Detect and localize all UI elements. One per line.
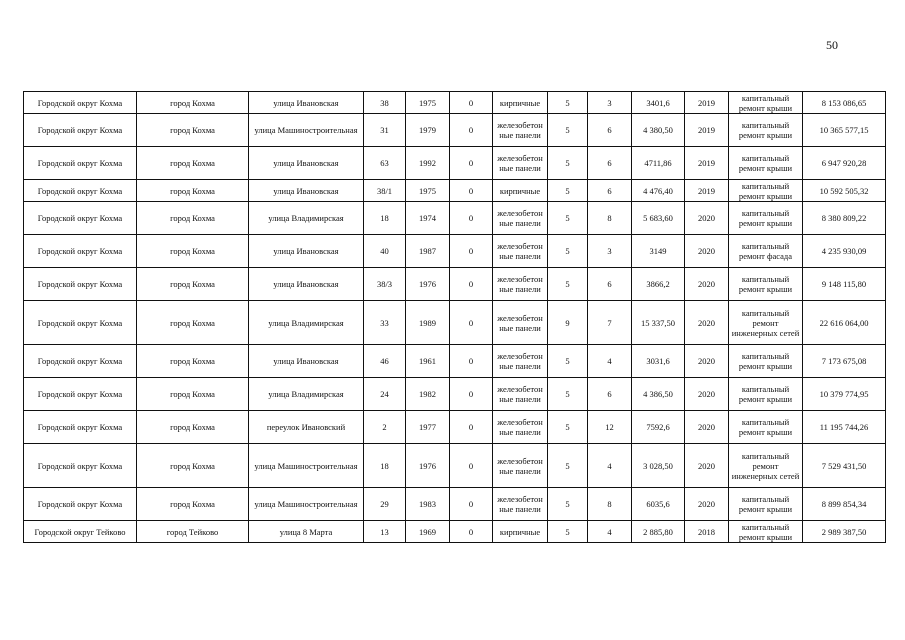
wall-material-cell: железобетонные панели bbox=[493, 345, 548, 378]
entrances-cell: 8 bbox=[588, 488, 632, 521]
floors-cell: 5 bbox=[548, 180, 588, 202]
cost-cell: 8 153 086,65 bbox=[803, 92, 886, 114]
house-number-cell: 46 bbox=[364, 345, 406, 378]
district-cell: Городской округ Кохма bbox=[24, 202, 137, 235]
floors-cell: 5 bbox=[548, 202, 588, 235]
district-cell: Городской округ Тейково bbox=[24, 521, 137, 543]
house-number-cell: 40 bbox=[364, 235, 406, 268]
city-cell: город Кохма bbox=[137, 411, 249, 444]
work-type-cell: капитальный ремонт крыши bbox=[729, 521, 803, 543]
build-year-cell: 1983 bbox=[406, 488, 450, 521]
street-cell: улица Владимирская bbox=[249, 378, 364, 411]
city-cell: город Кохма bbox=[137, 235, 249, 268]
zero-cell: 0 bbox=[450, 378, 493, 411]
plan-year-cell: 2020 bbox=[685, 345, 729, 378]
zero-cell: 0 bbox=[450, 202, 493, 235]
district-cell: Городской округ Кохма bbox=[24, 114, 137, 147]
wall-material-cell: железобетонные панели bbox=[493, 444, 548, 488]
cost-cell: 6 947 920,28 bbox=[803, 147, 886, 180]
city-cell: город Кохма bbox=[137, 268, 249, 301]
house-number-cell: 31 bbox=[364, 114, 406, 147]
plan-year-cell: 2020 bbox=[685, 268, 729, 301]
wall-material-cell: кирпичные bbox=[493, 92, 548, 114]
plan-year-cell: 2020 bbox=[685, 202, 729, 235]
build-year-cell: 1987 bbox=[406, 235, 450, 268]
cost-cell: 10 592 505,32 bbox=[803, 180, 886, 202]
city-cell: город Кохма bbox=[137, 345, 249, 378]
table-row bbox=[24, 521, 886, 543]
street-cell: улица Машиностроительная bbox=[249, 444, 364, 488]
house-number-cell: 29 bbox=[364, 488, 406, 521]
entrances-cell: 6 bbox=[588, 378, 632, 411]
build-year-cell: 1976 bbox=[406, 444, 450, 488]
city-cell: город Кохма bbox=[137, 378, 249, 411]
house-number-cell: 33 bbox=[364, 301, 406, 345]
zero-cell: 0 bbox=[450, 92, 493, 114]
district-cell: Городской округ Кохма bbox=[24, 235, 137, 268]
table-row bbox=[24, 345, 886, 378]
work-type-cell: капитальный ремонт крыши bbox=[729, 411, 803, 444]
district-cell: Городской округ Кохма bbox=[24, 301, 137, 345]
street-cell: улица Ивановская bbox=[249, 180, 364, 202]
housing-repair-table bbox=[23, 91, 886, 543]
build-year-cell: 1982 bbox=[406, 378, 450, 411]
work-type-cell: капитальный ремонт крыши bbox=[729, 180, 803, 202]
work-type-cell: капитальный ремонт крыши bbox=[729, 92, 803, 114]
plan-year-cell: 2019 bbox=[685, 92, 729, 114]
cost-cell: 8 380 809,22 bbox=[803, 202, 886, 235]
zero-cell: 0 bbox=[450, 301, 493, 345]
area-cell: 3149 bbox=[632, 235, 685, 268]
zero-cell: 0 bbox=[450, 488, 493, 521]
plan-year-cell: 2020 bbox=[685, 411, 729, 444]
district-cell: Городской округ Кохма bbox=[24, 180, 137, 202]
work-type-cell: капитальный ремонт фасада bbox=[729, 235, 803, 268]
floors-cell: 5 bbox=[548, 235, 588, 268]
district-cell: Городской округ Кохма bbox=[24, 268, 137, 301]
cost-cell: 22 616 064,00 bbox=[803, 301, 886, 345]
area-cell: 3866,2 bbox=[632, 268, 685, 301]
plan-year-cell: 2020 bbox=[685, 378, 729, 411]
house-number-cell: 38/3 bbox=[364, 268, 406, 301]
plan-year-cell: 2018 bbox=[685, 521, 729, 543]
street-cell: улица Ивановская bbox=[249, 345, 364, 378]
floors-cell: 5 bbox=[548, 444, 588, 488]
table-row bbox=[24, 114, 886, 147]
city-cell: город Кохма bbox=[137, 202, 249, 235]
build-year-cell: 1975 bbox=[406, 92, 450, 114]
floors-cell: 9 bbox=[548, 301, 588, 345]
build-year-cell: 1969 bbox=[406, 521, 450, 543]
build-year-cell: 1961 bbox=[406, 345, 450, 378]
table-row bbox=[24, 444, 886, 488]
floors-cell: 5 bbox=[548, 147, 588, 180]
plan-year-cell: 2019 bbox=[685, 114, 729, 147]
table-row bbox=[24, 235, 886, 268]
area-cell: 15 337,50 bbox=[632, 301, 685, 345]
street-cell: улица Владимирская bbox=[249, 301, 364, 345]
area-cell: 4 386,50 bbox=[632, 378, 685, 411]
city-cell: город Кохма bbox=[137, 114, 249, 147]
entrances-cell: 6 bbox=[588, 268, 632, 301]
page-number: 50 bbox=[826, 38, 838, 52]
build-year-cell: 1979 bbox=[406, 114, 450, 147]
zero-cell: 0 bbox=[450, 268, 493, 301]
entrances-cell: 6 bbox=[588, 147, 632, 180]
area-cell: 3 028,50 bbox=[632, 444, 685, 488]
street-cell: улица Ивановская bbox=[249, 268, 364, 301]
table-row bbox=[24, 180, 886, 202]
zero-cell: 0 bbox=[450, 147, 493, 180]
entrances-cell: 3 bbox=[588, 92, 632, 114]
street-cell: улица Ивановская bbox=[249, 235, 364, 268]
work-type-cell: капитальный ремонт инженерных сетей bbox=[729, 301, 803, 345]
city-cell: город Кохма bbox=[137, 92, 249, 114]
cost-cell: 10 365 577,15 bbox=[803, 114, 886, 147]
build-year-cell: 1989 bbox=[406, 301, 450, 345]
area-cell: 6035,6 bbox=[632, 488, 685, 521]
district-cell: Городской округ Кохма bbox=[24, 378, 137, 411]
city-cell: город Тейково bbox=[137, 521, 249, 543]
city-cell: город Кохма bbox=[137, 180, 249, 202]
cost-cell: 2 989 387,50 bbox=[803, 521, 886, 543]
wall-material-cell: железобетонные панели bbox=[493, 235, 548, 268]
entrances-cell: 3 bbox=[588, 235, 632, 268]
work-type-cell: капитальный ремонт крыши bbox=[729, 345, 803, 378]
work-type-cell: капитальный ремонт крыши bbox=[729, 378, 803, 411]
cost-cell: 7 173 675,08 bbox=[803, 345, 886, 378]
entrances-cell: 6 bbox=[588, 114, 632, 147]
build-year-cell: 1976 bbox=[406, 268, 450, 301]
wall-material-cell: железобетонные панели bbox=[493, 378, 548, 411]
house-number-cell: 13 bbox=[364, 521, 406, 543]
cost-cell: 9 148 115,80 bbox=[803, 268, 886, 301]
table-row bbox=[24, 411, 886, 444]
floors-cell: 5 bbox=[548, 268, 588, 301]
table-row bbox=[24, 378, 886, 411]
cost-cell: 10 379 774,95 bbox=[803, 378, 886, 411]
area-cell: 2 885,80 bbox=[632, 521, 685, 543]
zero-cell: 0 bbox=[450, 235, 493, 268]
wall-material-cell: железобетонные панели bbox=[493, 268, 548, 301]
work-type-cell: капитальный ремонт крыши bbox=[729, 147, 803, 180]
plan-year-cell: 2020 bbox=[685, 488, 729, 521]
plan-year-cell: 2020 bbox=[685, 444, 729, 488]
plan-year-cell: 2020 bbox=[685, 235, 729, 268]
city-cell: город Кохма bbox=[137, 301, 249, 345]
cost-cell: 7 529 431,50 bbox=[803, 444, 886, 488]
zero-cell: 0 bbox=[450, 180, 493, 202]
cost-cell: 4 235 930,09 bbox=[803, 235, 886, 268]
area-cell: 7592,6 bbox=[632, 411, 685, 444]
floors-cell: 5 bbox=[548, 521, 588, 543]
district-cell: Городской округ Кохма bbox=[24, 411, 137, 444]
build-year-cell: 1992 bbox=[406, 147, 450, 180]
house-number-cell: 24 bbox=[364, 378, 406, 411]
street-cell: улица Ивановская bbox=[249, 147, 364, 180]
house-number-cell: 18 bbox=[364, 202, 406, 235]
street-cell: улица Владимирская bbox=[249, 202, 364, 235]
house-number-cell: 2 bbox=[364, 411, 406, 444]
area-cell: 5 683,60 bbox=[632, 202, 685, 235]
area-cell: 3401,6 bbox=[632, 92, 685, 114]
area-cell: 4711,86 bbox=[632, 147, 685, 180]
table-row bbox=[24, 92, 886, 114]
floors-cell: 5 bbox=[548, 378, 588, 411]
wall-material-cell: кирпичные bbox=[493, 180, 548, 202]
work-type-cell: капитальный ремонт крыши bbox=[729, 202, 803, 235]
street-cell: улица Машиностроительная bbox=[249, 114, 364, 147]
entrances-cell: 4 bbox=[588, 444, 632, 488]
wall-material-cell: железобетонные панели bbox=[493, 114, 548, 147]
floors-cell: 5 bbox=[548, 114, 588, 147]
district-cell: Городской округ Кохма bbox=[24, 92, 137, 114]
zero-cell: 0 bbox=[450, 411, 493, 444]
floors-cell: 5 bbox=[548, 345, 588, 378]
district-cell: Городской округ Кохма bbox=[24, 147, 137, 180]
city-cell: город Кохма bbox=[137, 444, 249, 488]
floors-cell: 5 bbox=[548, 488, 588, 521]
table-row bbox=[24, 202, 886, 235]
street-cell: улица Ивановская bbox=[249, 92, 364, 114]
build-year-cell: 1974 bbox=[406, 202, 450, 235]
city-cell: город Кохма bbox=[137, 488, 249, 521]
table-row bbox=[24, 488, 886, 521]
cost-cell: 11 195 744,26 bbox=[803, 411, 886, 444]
work-type-cell: капитальный ремонт крыши bbox=[729, 268, 803, 301]
work-type-cell: капитальный ремонт крыши bbox=[729, 488, 803, 521]
area-cell: 3031,6 bbox=[632, 345, 685, 378]
work-type-cell: капитальный ремонт инженерных сетей bbox=[729, 444, 803, 488]
work-type-cell: капитальный ремонт крыши bbox=[729, 114, 803, 147]
build-year-cell: 1975 bbox=[406, 180, 450, 202]
entrances-cell: 6 bbox=[588, 180, 632, 202]
house-number-cell: 38/1 bbox=[364, 180, 406, 202]
entrances-cell: 4 bbox=[588, 521, 632, 543]
zero-cell: 0 bbox=[450, 444, 493, 488]
wall-material-cell: железобетонные панели bbox=[493, 202, 548, 235]
wall-material-cell: железобетонные панели bbox=[493, 411, 548, 444]
wall-material-cell: железобетонные панели bbox=[493, 147, 548, 180]
cost-cell: 8 899 854,34 bbox=[803, 488, 886, 521]
zero-cell: 0 bbox=[450, 114, 493, 147]
wall-material-cell: железобетонные панели bbox=[493, 301, 548, 345]
floors-cell: 5 bbox=[548, 411, 588, 444]
floors-cell: 5 bbox=[548, 92, 588, 114]
district-cell: Городской округ Кохма bbox=[24, 488, 137, 521]
street-cell: улица 8 Марта bbox=[249, 521, 364, 543]
table-row bbox=[24, 268, 886, 301]
plan-year-cell: 2019 bbox=[685, 180, 729, 202]
zero-cell: 0 bbox=[450, 345, 493, 378]
house-number-cell: 63 bbox=[364, 147, 406, 180]
zero-cell: 0 bbox=[450, 521, 493, 543]
table-row bbox=[24, 147, 886, 180]
build-year-cell: 1977 bbox=[406, 411, 450, 444]
street-cell: переулок Ивановский bbox=[249, 411, 364, 444]
entrances-cell: 12 bbox=[588, 411, 632, 444]
table-row bbox=[24, 301, 886, 345]
entrances-cell: 4 bbox=[588, 345, 632, 378]
district-cell: Городской округ Кохма bbox=[24, 345, 137, 378]
wall-material-cell: железобетонные панели bbox=[493, 488, 548, 521]
city-cell: город Кохма bbox=[137, 147, 249, 180]
plan-year-cell: 2019 bbox=[685, 147, 729, 180]
area-cell: 4 380,50 bbox=[632, 114, 685, 147]
house-number-cell: 18 bbox=[364, 444, 406, 488]
house-number-cell: 38 bbox=[364, 92, 406, 114]
district-cell: Городской округ Кохма bbox=[24, 444, 137, 488]
wall-material-cell: кирпичные bbox=[493, 521, 548, 543]
entrances-cell: 8 bbox=[588, 202, 632, 235]
street-cell: улица Машиностроительная bbox=[249, 488, 364, 521]
plan-year-cell: 2020 bbox=[685, 301, 729, 345]
entrances-cell: 7 bbox=[588, 301, 632, 345]
area-cell: 4 476,40 bbox=[632, 180, 685, 202]
